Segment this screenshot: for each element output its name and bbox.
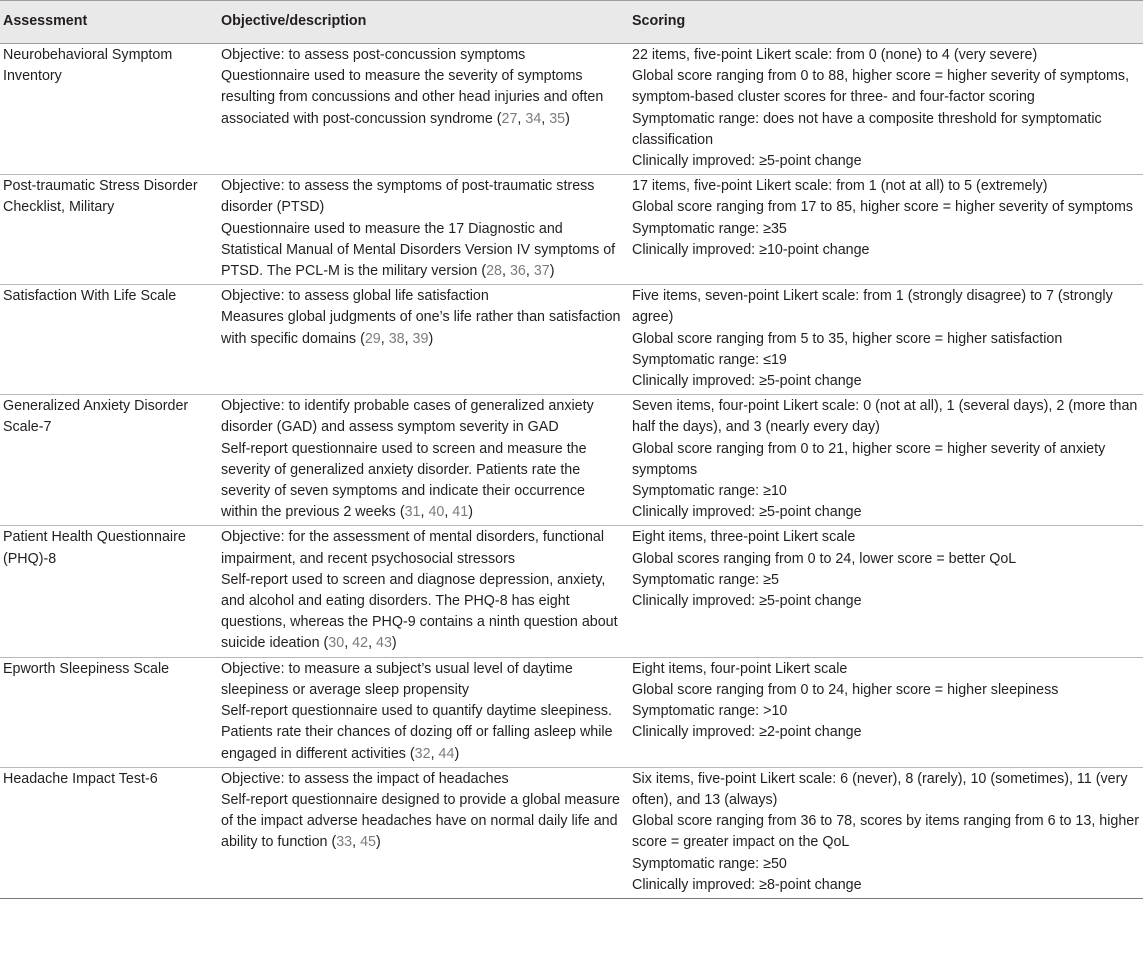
scoring-cell [629,44,1143,175]
reference-link[interactable]: 30 [328,635,345,652]
reference-link[interactable]: 44 [438,745,455,762]
scoring-line: Eight items, four-point Likert scale [632,660,848,677]
scoring-line: Global score ranging from 5 to 35, higher score = higher satisfaction [632,330,1063,347]
scoring-line: Symptomatic range: ≥35 [632,220,787,237]
reference-link[interactable]: 31 [404,504,421,521]
reference-link[interactable]: 41 [452,504,469,521]
scoring-line: Global scores ranging from 0 to 24, lower score = better QoL [632,550,1017,567]
reference-link[interactable]: 39 [412,330,429,347]
description-text: Questionnaire used to measure the severity of symptoms resulting from concussions and other head injuries and often associated with post-concussion syndrome [221,68,604,127]
scoring-line: Clinically improved: ≥8-point change [632,876,862,893]
objective-cell: Objective: to assess the symptoms of post-traumatic stress disorder (PTSD) Questionnaire used to measure the 17 Diagnostic and Statistical Manual of Mental Disorders Version IV symptoms of PTSD. The PCL-M is the military version (28, 36, 37) [218,175,629,285]
assessment-cell: Epworth Sleepiness Scale [3,660,170,677]
scoring-cell [629,526,1143,657]
scoring-line: Clinically improved: ≥5-point change [632,373,862,390]
header-scoring: Scoring [632,13,686,30]
objective-text: Objective: to identify probable cases of generalized anxiety disorder (GAD) and assess symptom severity in GAD [221,398,594,436]
objective-text: Objective: to assess the symptoms of post-traumatic stress disorder (PTSD) [221,178,595,216]
assessment-cell: Satisfaction With Life Scale [3,288,177,305]
scoring-line: Global score ranging from 36 to 78, scores by items ranging from 6 to 13, higher score = greater impact on the QoL [632,813,1140,851]
objective-cell: Objective: to identify probable cases of generalized anxiety disorder (GAD) and assess symptom severity in GAD Self-report questionnaire used to screen and measure the severity of generalized anxiety disorder. Patients rate the severity of seven symptoms and indicate their occurrence within the previous 2 weeks (31, 40, 41) [218,395,629,526]
reference-link[interactable]: 33 [336,834,353,851]
objective-text: Objective: for the assessment of mental disorders, functional impairment, and recent psychosocial stressors [221,529,605,567]
scoring-line: 22 items, five-point Likert scale: from 0 (none) to 4 (very severe) [632,47,1038,63]
scoring-line: 17 items, five-point Likert scale: from 1 (not at all) to 5 (extremely) [632,178,1048,195]
reference-link[interactable]: 36 [509,263,526,280]
scoring-line: Symptomatic range: ≤19 [632,351,787,368]
scoring-line: Clinically improved: ≥10-point change [632,241,870,258]
description-text: Self-report questionnaire designed to provide a global measure of the impact adverse headaches have on normal daily life and ability to function [221,791,620,851]
reference-link[interactable]: 27 [501,110,518,127]
table-row [0,175,1143,285]
objective-cell: Objective: for the assessment of mental disorders, functional impairment, and recent psychosocial stressors Self-report used to screen and diagnose depression, anxiety, and alcohol and eating disorders. The PHQ-8 has eight questions, whereas the PHQ-9 contains a ninth question about suicide ideation (30, 42, 43) [218,526,629,657]
header-assessment: Assessment [3,13,88,30]
scoring-line: Global score ranging from 17 to 85, higher score = higher severity of symptoms [632,199,1134,216]
table-body [0,44,1143,899]
description-text: Self-report used to screen and diagnose depression, anxiety, and alcohol and eating disorders. The PHQ-8 has eight questions, whereas the PHQ-9 contains a ninth question about suicide ideation [221,571,618,652]
assessment-cell: Patient Health Questionnaire (PHQ)-8 [3,529,186,567]
scoring-cell [629,767,1143,898]
scoring-cell [629,395,1143,526]
scoring-line: Eight items, three-point Likert scale [632,529,856,546]
scoring-line: Clinically improved: ≥5-point change [632,593,862,610]
objective-cell: Objective: to assess the impact of headaches Self-report questionnaire designed to provide a global measure of the impact adverse headaches have on normal daily life and ability to function (33, 45) [218,767,629,898]
scoring-line: Global score ranging from 0 to 24, higher score = higher sleepiness [632,681,1059,698]
objective-text: Objective: to assess the impact of headaches [221,770,509,787]
scoring-line: Global score ranging from 0 to 21, higher score = higher severity of anxiety symptoms [632,440,1106,478]
scoring-line: Global score ranging from 0 to 88, higher score = higher severity of symptoms, symptom-based cluster scores for three- and four-factor scoring [632,68,1130,106]
scoring-line: Symptomatic range: ≥5 [632,571,779,588]
assessment-cell: Neurobehavioral Symptom Inventory [3,47,173,85]
objective-text: Objective: to measure a subject’s usual level of daytime sleepiness or average sleep propensity [221,660,573,698]
objective-cell: Objective: to assess post-concussion symptoms Questionnaire used to measure the severity of symptoms resulting from concussions and other head injuries and often associated with post-concussion syndrome (27, 34, 35) [218,44,629,175]
scoring-line: Symptomatic range: ≥50 [632,855,787,872]
objective-text: Objective: to assess global life satisfaction [221,288,489,305]
reference-link[interactable]: 42 [352,635,369,652]
scoring-line: Symptomatic range: ≥10 [632,483,787,500]
reference-link[interactable]: 43 [376,635,392,652]
scoring-line: Symptomatic range: does not have a composite threshold for symptomatic classification [632,110,1102,148]
description-text: Self-report questionnaire used to quantify daytime sleepiness. Patients rate their chances of dozing off or falling asleep while engaged in different activities [221,703,613,762]
description-text: Measures global judgments of one’s life rather than satisfaction with specific domains [221,309,621,347]
assessment-cell: Post-traumatic Stress Disorder Checklist, Military [3,178,198,216]
reference-link[interactable]: 28 [486,263,502,280]
scoring-line: Seven items, four-point Likert scale: 0 (not at all), 1 (several days), 2 (more than half the days), and 3 (nearly every day) [632,398,1138,436]
objective-cell: Objective: to assess global life satisfaction Measures global judgments of one’s life rather than satisfaction with specific domains (29, 38, 39) [218,285,629,395]
reference-link[interactable]: 37 [533,263,550,280]
scoring-line: Clinically improved: ≥5-point change [632,153,862,170]
scoring-line: Clinically improved: ≥5-point change [632,504,862,521]
reference-link[interactable]: 35 [549,110,566,127]
table-row [0,767,1143,898]
reference-link[interactable]: 34 [525,110,542,127]
objective-text: Objective: to assess post-concussion symptoms [221,47,526,63]
header-objective: Objective/description [221,13,367,30]
reference-link[interactable]: 38 [388,330,405,347]
scoring-line: Six items, five-point Likert scale: 6 (never), 8 (rarely), 10 (sometimes), 11 (very often), and 13 (always) [632,770,1128,808]
scoring-line: Symptomatic range: >10 [632,703,788,720]
table-row [0,657,1143,767]
reference-link[interactable]: 45 [360,834,376,851]
table-row [0,285,1143,395]
reference-link[interactable]: 32 [414,745,431,762]
table-header-row [0,1,1143,44]
scoring-line: Clinically improved: ≥2-point change [632,724,862,741]
table-row [0,526,1143,657]
scoring-cell [629,285,1143,395]
description-text: Self-report questionnaire used to screen and measure the severity of generalized anxiety disorder. Patients rate the severity of seven symptoms and indicate their occurrence within the previous 2 weeks [221,440,587,521]
reference-link[interactable]: 40 [428,504,445,521]
scoring-cell [629,175,1143,285]
assessment-cell: Headache Impact Test-6 [3,770,158,787]
scoring-line: Five items, seven-point Likert scale: from 1 (strongly disagree) to 7 (strongly agree) [632,288,1113,326]
assessment-cell: Generalized Anxiety Disorder Scale-7 [3,398,189,436]
table-row [0,44,1143,175]
reference-link[interactable]: 29 [364,330,381,347]
description-text: Questionnaire used to measure the 17 Diagnostic and Statistical Manual of Mental Disorders Version IV symptoms of PTSD. The PCL-M is the military version [221,220,616,280]
scoring-cell [629,657,1143,767]
table-row [0,395,1143,526]
objective-cell: Objective: to measure a subject’s usual level of daytime sleepiness or average sleep propensity Self-report questionnaire used to quantify daytime sleepiness. Patients rate their chances of dozing off or falling asleep while engaged in different activities (32, 44) [218,657,629,767]
